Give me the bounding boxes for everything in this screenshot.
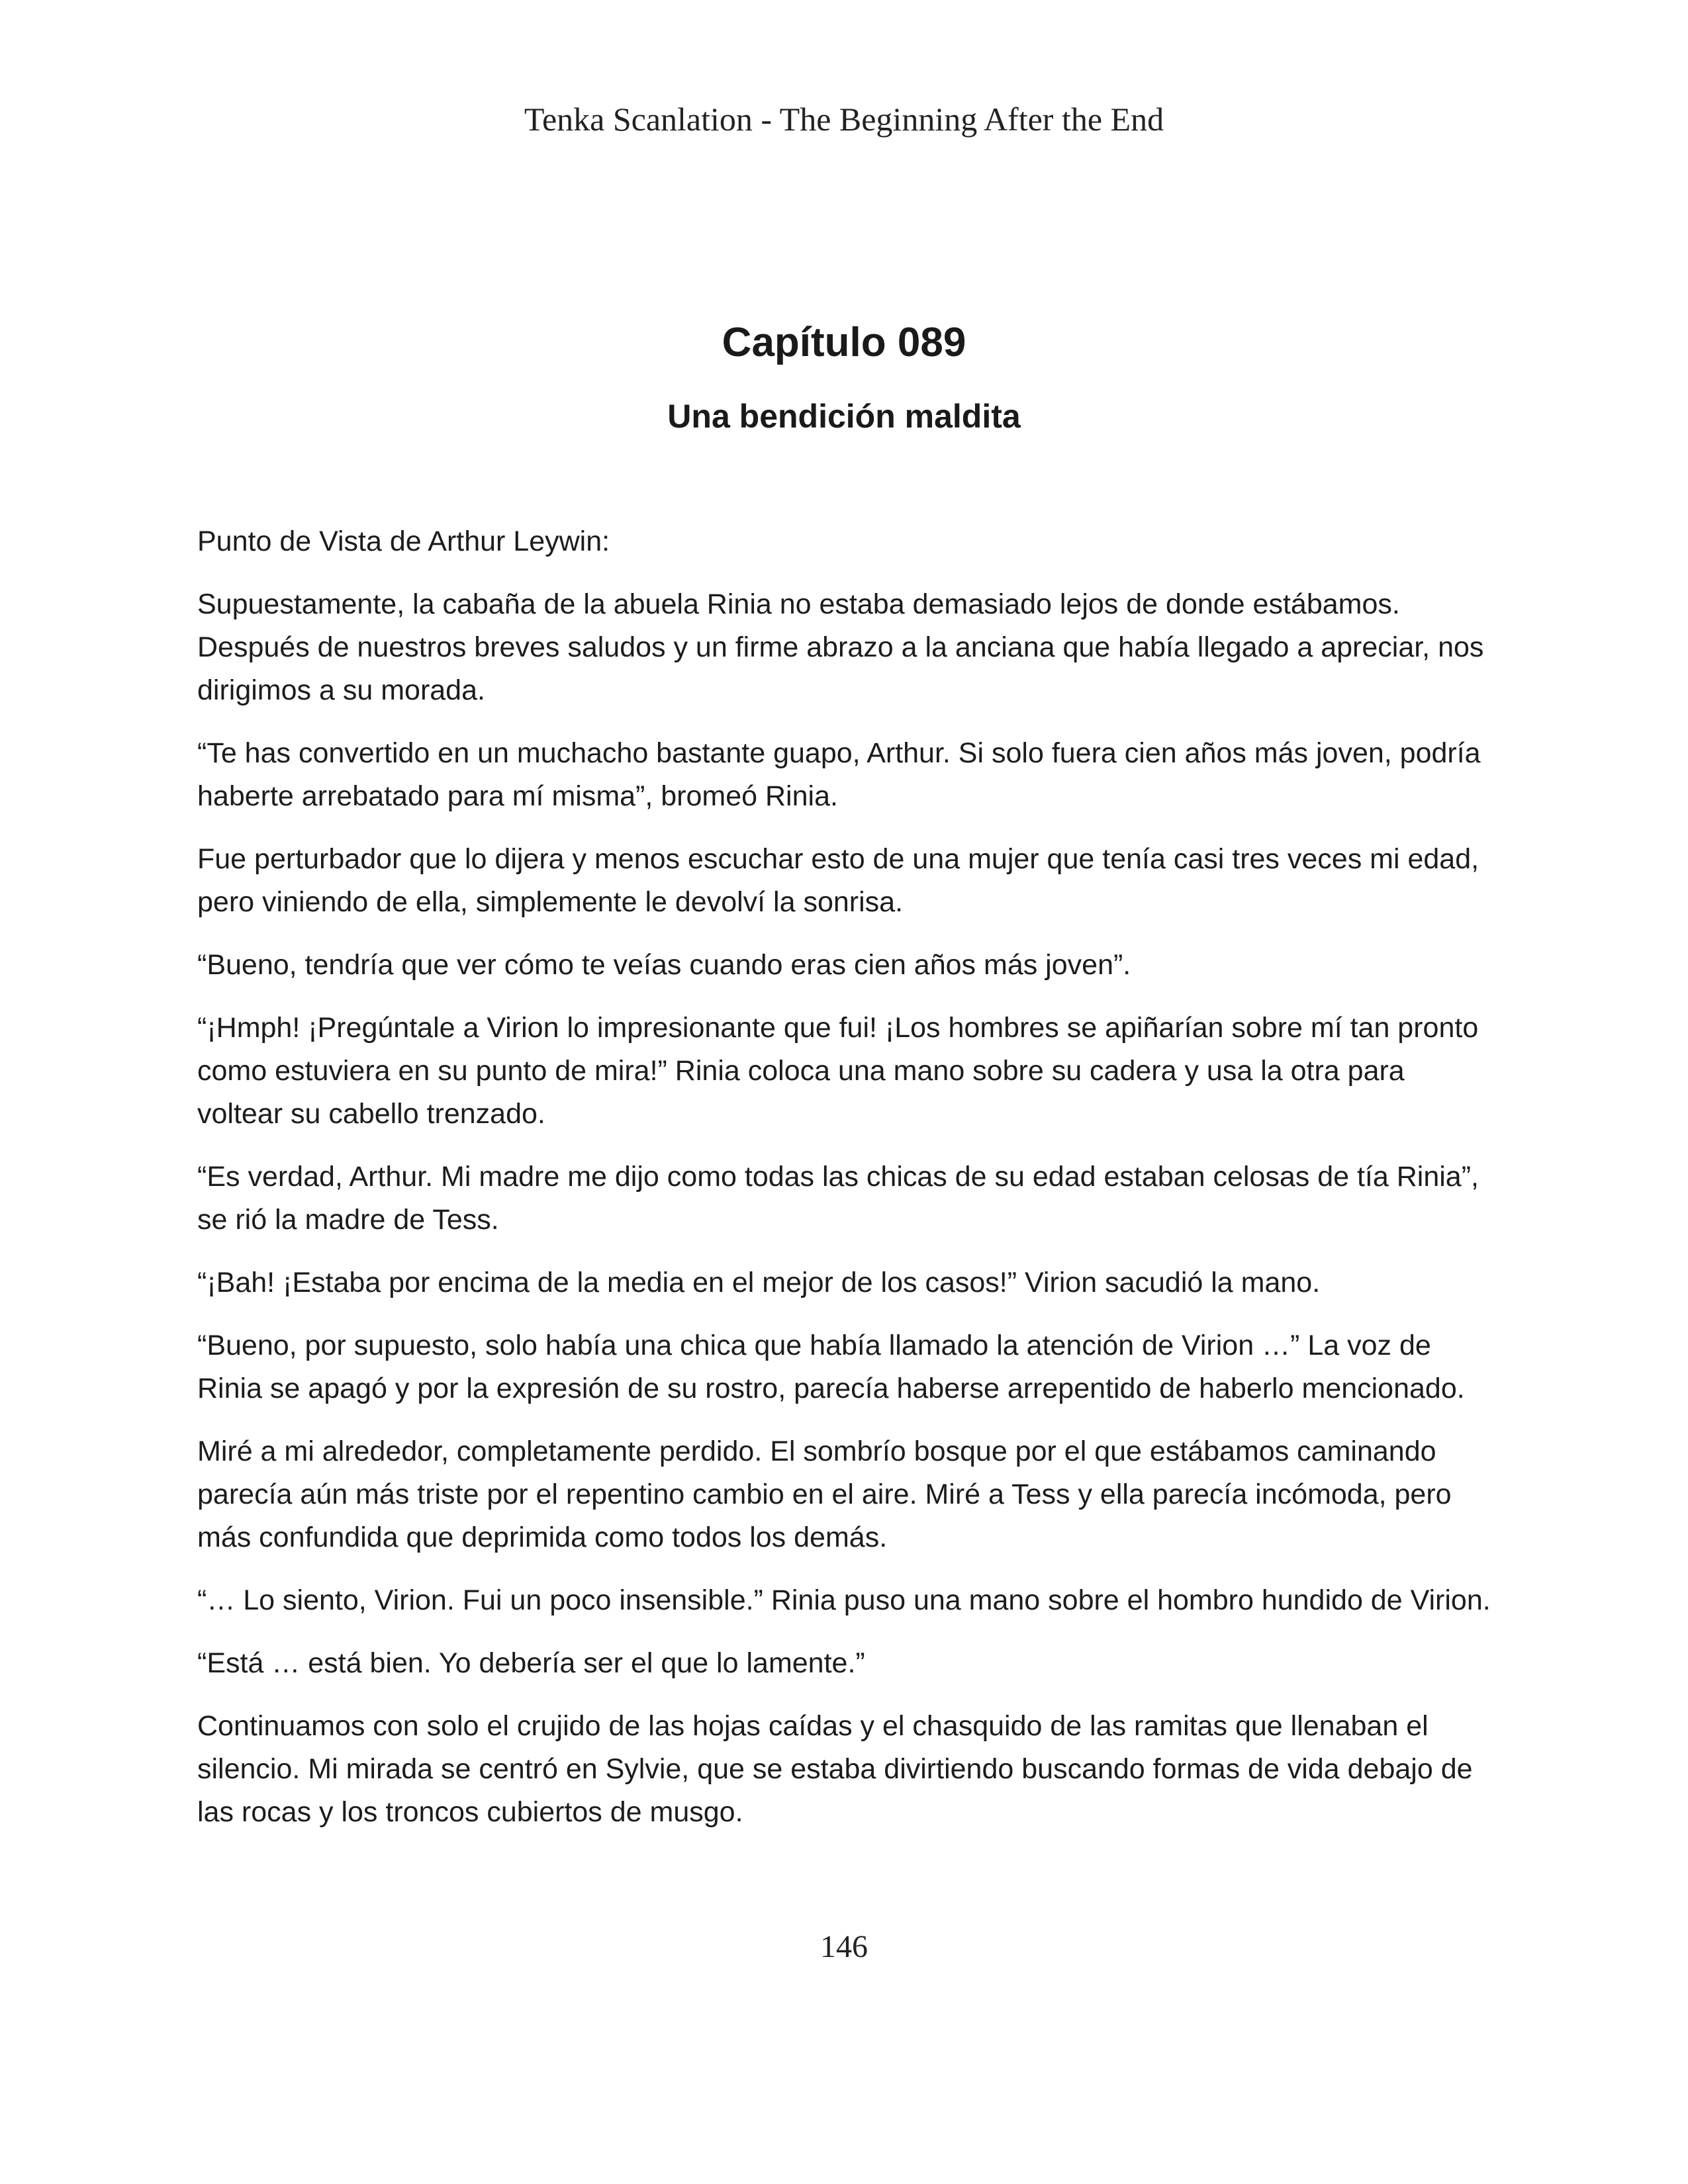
running-header: Tenka Scanlation - The Beginning After the End: [524, 101, 1164, 138]
page-number: 146: [820, 1929, 868, 1964]
paragraph: “¡Bah! ¡Estaba por encima de la media en el mejor de los casos!” Virion sacudió la mano.: [197, 1267, 1321, 1298]
paragraph: “¡Hmph! ¡Pregúntale a Virion lo impresionante que fui! ¡Los hombres se apiñarían sobre mí tan pronto como estuviera en su punto de mira!” Rinia coloca una mano sobre su cadera y usa la otra para voltear su cabello trenzado.: [197, 1012, 1479, 1130]
paragraph: “Te has convertido en un muchacho bastante guapo, Arthur. Si solo fuera cien años más joven, podría haberte arrebatado para mí misma”, bromeó Rinia.: [197, 737, 1481, 812]
paragraph: “Está … está bien. Yo debería ser el que lo lamente.”: [197, 1647, 865, 1679]
chapter-subtitle: Una bendición maldita: [667, 398, 1021, 435]
paragraph: Continuamos con solo el crujido de las hojas caídas y el chasquido de las ramitas que llenaban el silencio. Mi mirada se centró en Sylvie, que se estaba divirtiendo buscando formas de vida debajo de las rocas y los troncos cubiertos de musgo.: [197, 1710, 1473, 1828]
paragraph: “Bueno, por supuesto, solo había una chica que había llamado la atención de Virion …” La voz de Rinia se apagó y por la expresión de su rostro, parecía haberse arrepentido de haberlo mencionado.: [197, 1330, 1465, 1404]
paragraph: “… Lo siento, Virion. Fui un poco insensible.” Rinia puso una mano sobre el hombro hundido de Virion.: [197, 1584, 1491, 1616]
paragraph: “Bueno, tendría que ver cómo te veías cuando eras cien años más joven”.: [197, 949, 1131, 981]
paragraph: Punto de Vista de Arthur Leywin:: [197, 525, 610, 557]
paragraph: “Es verdad, Arthur. Mi madre me dijo como todas las chicas de su edad estaban celosas de tía Rinia”, se rió la madre de Tess.: [197, 1161, 1479, 1236]
chapter-body: [197, 520, 1495, 1854]
paragraph: Miré a mi alrededor, completamente perdido. El sombrío bosque por el que estábamos caminando parecía aún más triste por el repentino cambio en el aire. Miré a Tess y ella parecía incómoda, pero más confundida que deprimida como todos los demás.: [197, 1435, 1452, 1553]
paragraph: Fue perturbador que lo dijera y menos escuchar esto de una mujer que tenía casi tres veces mi edad, pero viniendo de ella, simplemente le devolví la sonrisa.: [197, 843, 1479, 918]
paragraph: Supuestamente, la cabaña de la abuela Rinia no estaba demasiado lejos de donde estábamos. Después de nuestros breves saludos y un firme abrazo a la anciana que había llegado a apreciar, nos dirigimos a su morada.: [197, 588, 1484, 706]
chapter-title: Capítulo 089: [722, 320, 966, 365]
